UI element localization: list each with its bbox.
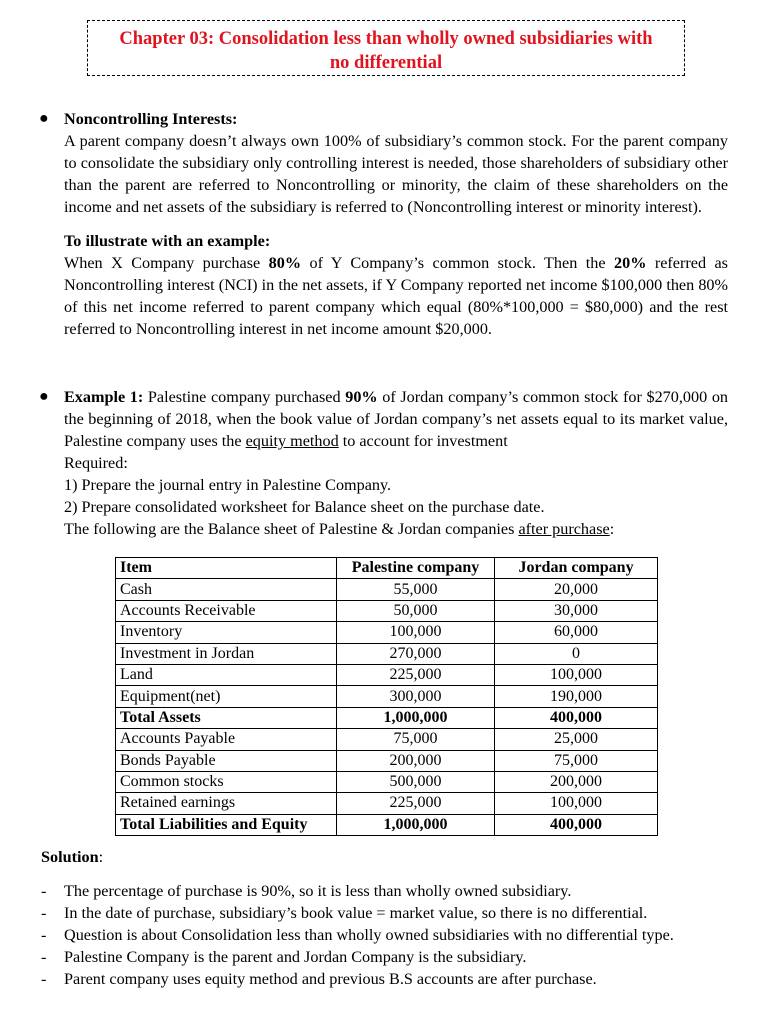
example-label: Example 1: — [64, 388, 144, 406]
page-title — [87, 27, 685, 75]
cell-jordan: 190,000 — [495, 686, 658, 707]
title-line-2: no differential — [329, 53, 443, 73]
example-paragraph: Example 1: Palestine company purchased 90% of Jordan company’s common stock for $270,000 on the beginning of 2018, when the book value of Jordan company’s net assets equal to its market value, Palestine company uses the equity method to account for investment — [64, 388, 729, 450]
solution-item — [41, 946, 741, 968]
table-row — [116, 600, 658, 621]
cell-palestine: 225,000 — [337, 664, 495, 685]
cell-jordan: 75,000 — [495, 750, 658, 771]
cell-jordan: 100,000 — [495, 793, 658, 814]
cell-palestine: 1,000,000 — [337, 707, 495, 728]
dash-marker: - — [41, 948, 47, 966]
header-palestine: Palestine company — [337, 558, 495, 579]
after-purchase-text: after purchase — [518, 520, 610, 538]
cell-item: Bonds Payable — [116, 750, 337, 771]
solution-item — [41, 968, 741, 990]
table-row — [116, 686, 658, 707]
illustrate-paragraph: When X Company purchase 80% of Y Company’s common stock. Then the 20% referred as Noncontrolling interest (NCI) in the net assets, if Y Company reported net income $100,000 then 80% of this net income referred to parent company which equal (80%*100,000 = $80,000) and the rest referred to Noncontrolling interest in net income amount $20,000. — [64, 254, 728, 338]
solution-item-text: The percentage of purchase is 90%, so it is less than wholly owned subsidiary. — [64, 882, 572, 900]
cell-item: Cash — [116, 579, 337, 600]
illustrate-bold-80: 80% — [268, 254, 302, 272]
bullet-icon: ● — [39, 388, 49, 405]
illustrate-bold-20: 20% — [614, 254, 647, 272]
table-row — [116, 771, 658, 792]
cell-item: Common stocks — [116, 771, 337, 792]
header-item: Item — [116, 558, 337, 579]
table-row — [116, 750, 658, 771]
table-row — [116, 814, 658, 835]
dash-marker: - — [41, 970, 47, 988]
solution-heading: Solution: — [41, 848, 104, 866]
cell-jordan: 20,000 — [495, 579, 658, 600]
table-row — [116, 793, 658, 814]
dash-marker: - — [41, 882, 47, 900]
cell-palestine: 1,000,000 — [337, 814, 495, 835]
example-bold-pct: 90% — [345, 388, 378, 406]
cell-jordan: 400,000 — [495, 814, 658, 835]
cell-jordan: 30,000 — [495, 600, 658, 621]
cell-jordan: 60,000 — [495, 622, 658, 643]
dash-marker: - — [41, 926, 47, 944]
cell-item: Accounts Receivable — [116, 600, 337, 621]
nci-heading: Noncontrolling Interests: — [64, 110, 238, 128]
cell-jordan: 100,000 — [495, 664, 658, 685]
solution-item-text: Parent company uses equity method and previous B.S accounts are after purchase. — [64, 970, 597, 988]
bullet-icon: ● — [39, 110, 49, 127]
table-row — [116, 579, 658, 600]
cell-palestine: 300,000 — [337, 686, 495, 707]
solution-item — [41, 924, 741, 946]
nci-body: A parent company doesn’t always own 100% of subsidiary’s common stock. For the parent company to consolidate the subsidiary only controlling interest is needed, those shareholders of subsidiary other than the parent are referred to Noncontrolling or minority, the claim of these shareholders on the income and net assets of the subsidiary is referred to (Noncontrolling interest or minority interest). — [64, 132, 728, 216]
cell-item: Retained earnings — [116, 793, 337, 814]
cell-item: Inventory — [116, 622, 337, 643]
cell-item: Total Assets — [116, 707, 337, 728]
title-line-1: Chapter 03: Consolidation less than wholly owned subsidiaries with — [119, 29, 653, 49]
following-line: The following are the Balance sheet of Palestine & Jordan companies after purchase: — [64, 520, 615, 538]
table-row — [116, 643, 658, 664]
table-row — [116, 622, 658, 643]
cell-item: Equipment(net) — [116, 686, 337, 707]
balance-sheet-table — [115, 557, 658, 836]
cell-palestine: 225,000 — [337, 793, 495, 814]
nci-section — [39, 108, 728, 340]
required-label: Required: — [64, 454, 128, 472]
cell-jordan: 200,000 — [495, 771, 658, 792]
cell-jordan: 0 — [495, 643, 658, 664]
cell-palestine: 200,000 — [337, 750, 495, 771]
equity-method-text: equity method — [245, 432, 339, 450]
solution-item — [41, 902, 741, 924]
solution-item-text: In the date of purchase, subsidiary’s book value = market value, so there is no differential. — [64, 904, 648, 922]
cell-jordan: 400,000 — [495, 707, 658, 728]
cell-item: Accounts Payable — [116, 729, 337, 750]
cell-palestine: 55,000 — [337, 579, 495, 600]
cell-palestine: 100,000 — [337, 622, 495, 643]
cell-palestine: 50,000 — [337, 600, 495, 621]
table-row — [116, 664, 658, 685]
cell-item: Total Liabilities and Equity — [116, 814, 337, 835]
cell-palestine: 75,000 — [337, 729, 495, 750]
header-jordan: Jordan company — [495, 558, 658, 579]
requirement-1: 1) Prepare the journal entry in Palestine Company. — [64, 476, 392, 494]
solution-list — [41, 880, 741, 990]
table-header-row — [116, 558, 658, 579]
table-row — [116, 707, 658, 728]
cell-item: Investment in Jordan — [116, 643, 337, 664]
dash-marker: - — [41, 904, 47, 922]
illustrate-heading: To illustrate with an example: — [64, 232, 271, 250]
cell-item: Land — [116, 664, 337, 685]
solution-item — [41, 880, 741, 902]
solution-item-text: Palestine Company is the parent and Jordan Company is the subsidiary. — [64, 948, 527, 966]
cell-palestine: 500,000 — [337, 771, 495, 792]
cell-palestine: 270,000 — [337, 643, 495, 664]
table-row — [116, 729, 658, 750]
example-section — [39, 386, 729, 540]
requirement-2: 2) Prepare consolidated worksheet for Balance sheet on the purchase date. — [64, 498, 545, 516]
solution-item-text: Question is about Consolidation less than wholly owned subsidiaries with no differential type. — [64, 926, 674, 944]
cell-jordan: 25,000 — [495, 729, 658, 750]
